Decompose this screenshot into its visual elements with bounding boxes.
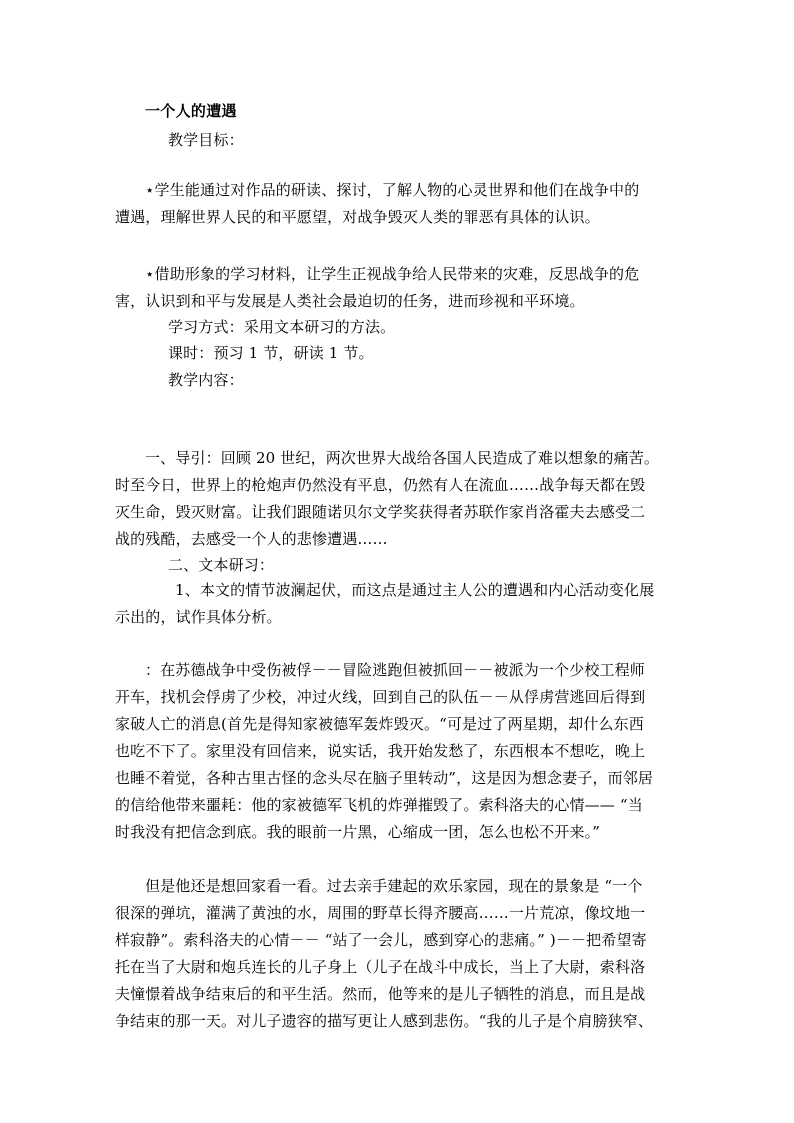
analysis-1-line-6: 的信给他带来噩耗：他的家被德军飞机的炸弹摧毁了。索科洛夫的心情—— “当 (115, 796, 643, 814)
analysis-1-cont (115, 684, 653, 846)
analysis-2-cont (115, 900, 653, 1035)
analysis-1-line-3: 家破人亡的消息(首先是得知家被德军轰炸毁灭。“可是过了两星期，却什么东西 (115, 715, 644, 733)
goal-1-line-2: 遭遇，理解世界人民的和平愿望，对战争毁灭人类的罪恶有具体的认识。 (115, 208, 600, 226)
section-1-intro (145, 445, 659, 472)
goal-2-line-1: ⋆借助形象的学习材料，让学生正视战争给人民带来的灾难，反思战争的危 (145, 265, 640, 283)
teaching-content-heading: 教学内容： (168, 371, 244, 389)
goal-1-line-1: ⋆学生能通过对作品的研读、探讨，了解人物的心灵世界和他们在战争中的 (145, 181, 640, 199)
analysis-1-line-2: 开车，找机会俘虏了少校，冲过火线，回到自己的队伍－－从俘虏营逃回后得到 (115, 688, 646, 706)
analysis-2-line-4: 托在当了大尉和炮兵连长的儿子身上（儿子在战斗中成长，当上了大尉，索科洛 (115, 958, 646, 976)
analysis-1-line-4: 也吃不下了。家里没有回信来，说实话，我开始发愁了，东西根本不想吃，晚上 (115, 742, 646, 760)
question-1-line-2: 示出的，试作具体分析。 (115, 608, 282, 626)
document-title: 一个人的遭遇 (145, 102, 237, 120)
question-1-line-1: 1、本文的情节波澜起伏，而这点是通过主人公的遭遇和内心活动变化展 (175, 581, 655, 599)
teaching-goals-heading: 教学目标： (168, 131, 244, 149)
analysis-2-line-1: 但是他还是想回家看一看。过去亲手建起的欢乐家园，现在的景象是 “一个 (145, 877, 643, 895)
goal-1 (145, 177, 639, 204)
intro-line-2: 时至今日，世界上的枪炮声仍然没有平息，仍然有人在流血……战争每天都在毁 (115, 476, 646, 494)
goal-2-line-2: 害，认识到和平与发展是人类社会最迫切的任务，进而珍视和平环境。 (115, 292, 585, 310)
goal-1-cont (115, 204, 600, 231)
section-2-heading: 二、文本研习： (168, 556, 275, 574)
analysis-2-line-2: 很深的弹坑，灌满了黄浊的水，周围的野草长得齐腰高……一片荒凉，像坟地一 (115, 904, 646, 922)
intro-cont (115, 472, 645, 553)
analysis-1-line-1: ：在苏德战争中受伤被俘－－冒险逃跑但被抓回－－被派为一个少校工程师 (145, 661, 645, 679)
goal-2-cont (115, 288, 585, 315)
analysis-1-line-7: 时我没有把信念到底。我的眼前一片黑，心缩成一团，怎么也松不开来。” (115, 823, 601, 841)
intro-line-3: 灭生命，毁灭财富。让我们跟随诺贝尔文学奖获得者苏联作家肖洛霍夫去感受二 (115, 503, 646, 521)
analysis-paragraph-2 (145, 873, 643, 900)
analysis-1-line-5: 也睡不着觉，各种古里古怪的念头尽在脑子里转动”，这是因为想念妻子，而邻居 (115, 769, 654, 787)
intro-line-1: 一、导引：回顾 20 世纪，两次世界大战给各国人民造成了难以想象的痛苦。 (145, 449, 660, 467)
analysis-paragraph-1 (145, 657, 645, 684)
study-method: 学习方式：采用文本研习的方法。 (168, 318, 396, 336)
intro-line-4: 战的残酷，去感受一个人的悲惨遭遇…… (115, 530, 388, 548)
goal-2 (145, 261, 639, 288)
class-hours: 课时：预习 1 节，研读 1 节。 (168, 344, 374, 362)
question-1-cont (115, 604, 282, 631)
analysis-2-line-6: 争结束的那一天。对儿子遗容的描写更让人感到悲伤。“我的儿子是个肩膀狭窄、 (115, 1012, 654, 1030)
analysis-2-line-5: 夫憧憬着战争结束后的和平生活。然而，他等来的是儿子牺牲的消息，而且是战 (115, 985, 646, 1003)
analysis-2-line-3: 样寂静”。索科洛夫的心情－－ “站了一会儿，感到穿心的悲痛。” )－－把希望寄 (115, 931, 647, 949)
question-1 (175, 577, 654, 604)
